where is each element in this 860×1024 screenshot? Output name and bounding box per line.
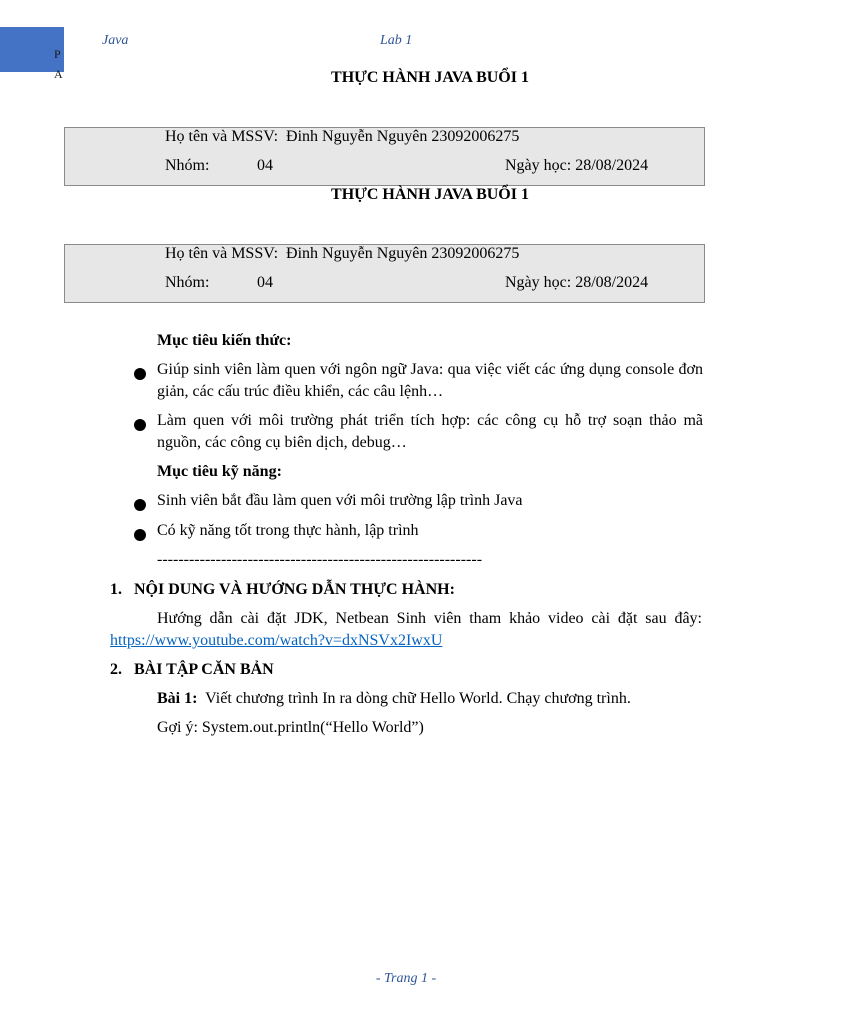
- group-value: 04: [257, 157, 273, 174]
- page-title-duplicate: THỰC HÀNH JAVA BUỔI 1: [331, 186, 529, 203]
- group-label: Nhóm:: [165, 274, 210, 291]
- corner-tab-text: PA: [54, 47, 63, 81]
- exercise-1-text: Viết chương trình In ra dòng chữ Hello World. Chạy chương trình.: [205, 690, 631, 707]
- skills-heading: Mục tiêu kỹ năng:: [157, 463, 282, 480]
- bullet-dot: [134, 496, 146, 518]
- header-left: Java: [102, 33, 129, 48]
- student-info-box: [64, 127, 705, 186]
- section2-number: 2.: [110, 661, 122, 678]
- skills-item: Có kỹ năng tốt trong thực hành, lập trình: [157, 522, 419, 539]
- name-row: [165, 245, 519, 263]
- name-row: [165, 128, 519, 146]
- name-value: Đinh Nguyễn Nguyên 23092006275: [286, 128, 520, 145]
- page-title: THỰC HÀNH JAVA BUỔI 1: [331, 69, 529, 86]
- corner-tab: [0, 27, 64, 81]
- student-info-box-duplicate: [64, 244, 705, 303]
- divider-line: -------------------------------------------------------------: [157, 551, 483, 568]
- exercise-1: [157, 688, 631, 710]
- group-row: [165, 157, 665, 175]
- group-row: [165, 274, 665, 292]
- name-label: Họ tên và MSSV:: [165, 245, 279, 262]
- date-value: 28/08/2024: [575, 274, 649, 291]
- knowledge-item: Làm quen với môi trường phát triển tích hợp: các công cụ hỗ trợ soạn thảo mã nguồn, các công cụ biên dịch, debug…: [157, 412, 703, 451]
- name-value: Đinh Nguyễn Nguyên 23092006275: [286, 245, 520, 262]
- date-label: Ngày học:: [505, 274, 572, 291]
- date-field: [505, 157, 648, 175]
- bullet-dot: [134, 365, 146, 387]
- section1-description: Hướng dẫn cài đặt JDK, Netbean Sinh viên tham khảo video cài đặt sau đây:: [157, 610, 702, 627]
- bullet-dot: [134, 526, 146, 548]
- knowledge-heading: Mục tiêu kiến thức:: [157, 332, 292, 349]
- exercise-1-label: Bài 1:: [157, 690, 198, 707]
- page-number-footer: - Trang 1 -: [375, 971, 437, 986]
- bullet-dot: [134, 416, 146, 438]
- date-field: [505, 274, 648, 292]
- group-value: 04: [257, 274, 273, 291]
- section1-heading: NỘI DUNG VÀ HƯỚNG DẪN THỰC HÀNH:: [134, 581, 455, 598]
- header-center: Lab 1: [380, 33, 413, 48]
- section1-text: [110, 608, 702, 652]
- knowledge-item: Giúp sinh viên làm quen với ngôn ngữ Java: qua việc viết các ứng dụng console đơn giản, các cấu trúc điều khiển, các câu lệnh…: [157, 361, 703, 400]
- date-label: Ngày học:: [505, 157, 572, 174]
- section2-heading: BÀI TẬP CĂN BẢN: [134, 661, 274, 678]
- group-label: Nhóm:: [165, 157, 210, 174]
- section1-number: 1.: [110, 581, 122, 598]
- skills-item: Sinh viên bắt đầu làm quen với môi trường lập trình Java: [157, 492, 523, 509]
- date-value: 28/08/2024: [575, 157, 649, 174]
- name-label: Họ tên và MSSV:: [165, 128, 279, 145]
- youtube-link[interactable]: https://www.youtube.com/watch?v=dxNSVx2IwxU: [110, 632, 443, 649]
- exercise-1-hint: Gợi ý: System.out.println(“Hello World”): [157, 719, 424, 736]
